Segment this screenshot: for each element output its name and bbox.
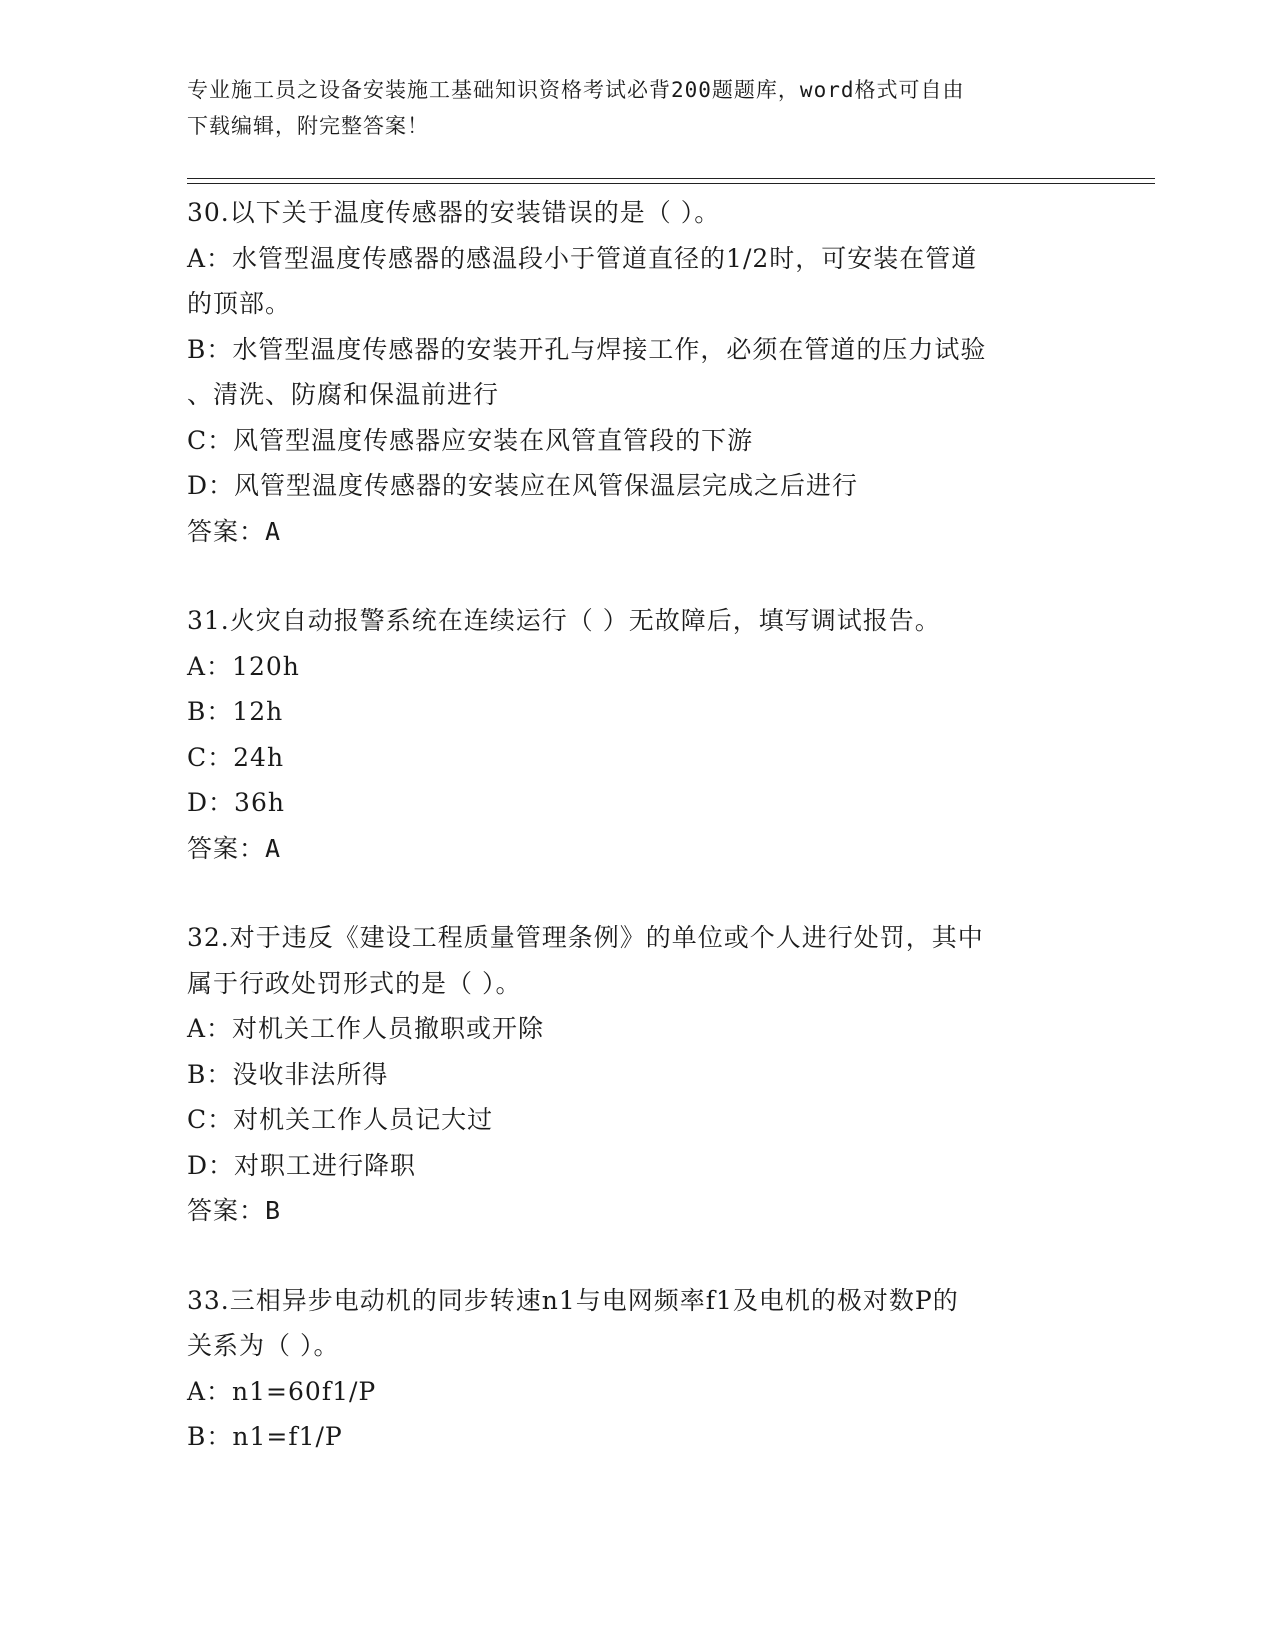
question-stem-continued: 属于行政处罚形式的是（ ）。 bbox=[187, 968, 522, 998]
header-line-2: 下载编辑，附完整答案！ bbox=[187, 114, 429, 138]
header-divider-bottom bbox=[187, 183, 1155, 184]
answer-label: 答案：B bbox=[187, 1196, 282, 1225]
option-d: D：36h bbox=[187, 788, 285, 817]
option-a-continued: 的顶部。 bbox=[187, 289, 292, 318]
question-30 bbox=[187, 190, 1087, 554]
option-a: A：对机关工作人员撤职或开除 bbox=[187, 1014, 545, 1043]
option-b-continued: 、清洗、防腐和保温前进行 bbox=[187, 380, 500, 409]
option-c: C：24h bbox=[187, 742, 285, 772]
question-stem: 32.对于违反《建设工程质量管理条例》的单位或个人进行处罚，其中 bbox=[187, 923, 984, 952]
question-list bbox=[187, 190, 1087, 1460]
option-a: A：水管型温度传感器的感温段小于管道直径的1/2时，可安装在管道 bbox=[187, 243, 978, 273]
option-d: D：风管型温度传感器的安装应在风管保温层完成之后进行 bbox=[187, 471, 859, 500]
question-32 bbox=[187, 915, 1087, 1234]
option-b: B：水管型温度传感器的安装开孔与焊接工作，必须在管道的压力试验 bbox=[187, 334, 987, 364]
option-b: B：没收非法所得 bbox=[187, 1059, 389, 1089]
header-divider-top bbox=[187, 178, 1155, 179]
question-stem: 31.火灾自动报警系统在连续运行（ ）无故障后，填写调试报告。 bbox=[187, 606, 941, 635]
question-31 bbox=[187, 598, 1087, 871]
question-stem-continued: 关系为（ ）。 bbox=[187, 1331, 340, 1360]
option-c: C：风管型温度传感器应安装在风管直管段的下游 bbox=[187, 425, 754, 455]
answer-label: 答案：A bbox=[187, 516, 282, 546]
option-b: B：n1=f1/P bbox=[187, 1422, 343, 1451]
option-a: A：n1=60f1/P bbox=[187, 1376, 377, 1406]
option-a: A：120h bbox=[187, 651, 300, 681]
question-stem: 30.以下关于温度传感器的安装错误的是（ ）。 bbox=[187, 198, 721, 227]
option-d: D：对职工进行降职 bbox=[187, 1150, 417, 1180]
option-c: C：对机关工作人员记大过 bbox=[187, 1105, 494, 1134]
question-33 bbox=[187, 1278, 1087, 1460]
page-header bbox=[187, 72, 1087, 144]
option-b: B：12h bbox=[187, 697, 284, 726]
header-line-1: 专业施工员之设备安装施工基础知识资格考试必背200题题库，word格式可自由 bbox=[187, 78, 965, 102]
question-stem: 33.三相异步电动机的同步转速n1与电网频率f1及电机的极对数P的 bbox=[187, 1285, 959, 1315]
answer-label: 答案：A bbox=[187, 833, 282, 863]
